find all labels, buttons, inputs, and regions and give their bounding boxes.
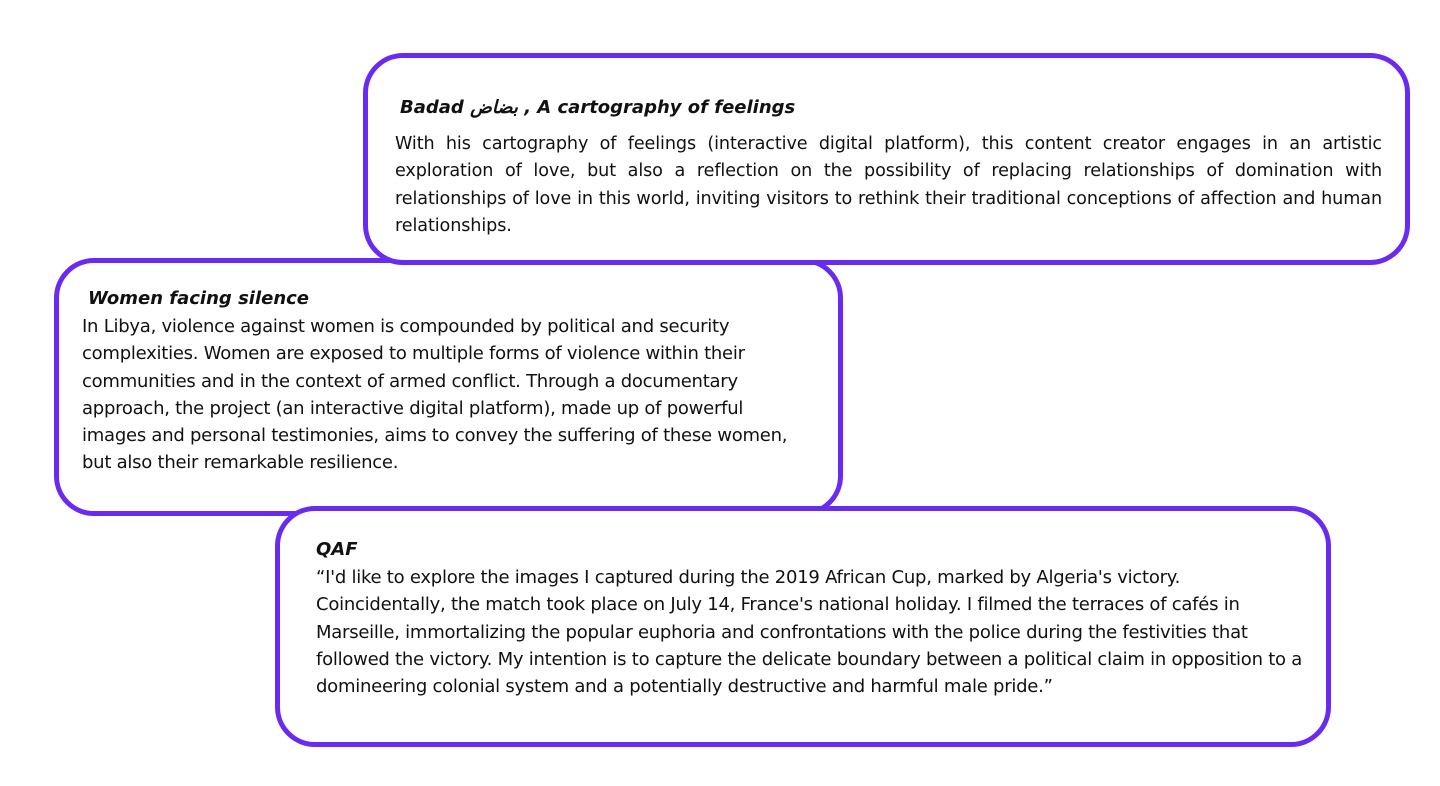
card-title: Women facing silence [88,288,310,309]
project-card-women-facing-silence [54,258,843,516]
project-card-badad [363,53,1410,265]
card-description: In Libya, violence against women is compounded by political and security complexities. Women are exposed to multiple forms of violence within their communities and in the context of armed conflict. Through a documentary approach, the project (an interactive digital platform), made up of powerful images and personal testimonies, aims to convey the suffering of these women, but also their remarkable resilience. [82,316,788,474]
card-title: Badad بضاض , A cartography of feelings [400,97,796,118]
card-title: QAF [316,539,358,560]
project-card-qaf [275,506,1331,747]
card-description: “I'd like to explore the images I captured during the 2019 African Cup, marked by Algeria's victory. Coincidentally, the match took place on July 14, France's national holiday. I filmed the terraces of cafés in Marseille, immortalizing the popular euphoria and confrontations with the police during the festivities that followed the victory. My intention is to capture the delicate boundary between a political claim in opposition to a domineering colonial system and a potentially destructive and harmful male pride.” [316,567,1303,698]
card-description: With his cartography of feelings (interactive digital platform), this content creator engages in an artistic exploration of love, but also a reflection on the possibility of replacing relationships of domination with relationships of love in this world, inviting visitors to rethink their traditional conceptions of affection and human relationships. [395,134,1382,236]
